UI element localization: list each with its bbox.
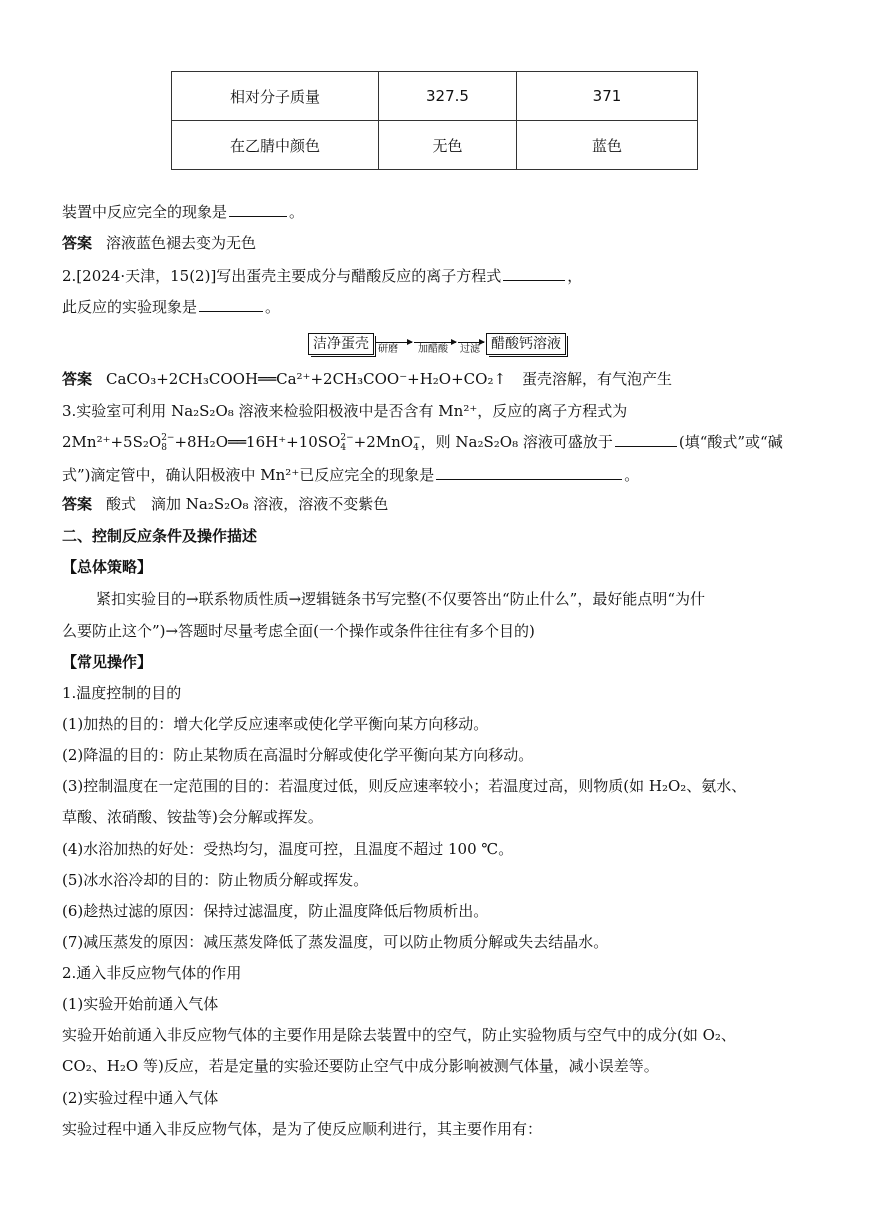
paragraph-line: 实验过程中通入非反应物气体，是为了使反应顺利进行，其主要作用有： [62,1120,543,1138]
answer-blank [229,202,287,217]
charge-fraction: − 4 [413,433,421,453]
flow-step-label: 加醋酸 [418,344,448,355]
list-item: (6)趁热过滤的原因：保持过滤温度，防止温度降低后物质析出。 [62,902,489,920]
list-item: (1)加热的目的：增大化学反应速率或使化学平衡向某方向移动。 [62,715,489,733]
question-2-line-2 [62,297,280,317]
answer-blank [615,432,677,447]
list-item: (7)减压蒸发的原因：减压蒸发降低了蒸发温度，可以防止物质分解或失去结晶水。 [62,933,609,951]
answer-1 [62,233,256,253]
table-row [172,121,698,170]
table-cell: 无色 [379,121,517,170]
answer-label: 答案 [62,234,93,252]
list-item-continued: 草酸、浓硝酸、铵盐等)会分解或挥发。 [62,808,323,826]
answer-label: 答案 [62,495,93,513]
paragraph-line: CO₂、H₂O 等)反应，若是定量的实验还要防止空气中成分影响被测气体量，减小误差等。 [62,1057,659,1075]
list-item: (1)实验开始前通入气体 [62,995,219,1013]
charge-fraction: 2− 4 [340,433,354,453]
text: ， [567,267,583,285]
strategy-line-1: 紧扣实验目的→联系物质性质→逻辑链条书写完整(不仅要答出“防止什么”，最好能点明“为什 [96,590,705,608]
table-cell: 相对分子质量 [172,72,379,121]
question-3-line-1 [62,401,627,421]
list-item: (2)降温的目的：防止某物质在高温时分解或使化学平衡向某方向移动。 [62,746,534,764]
list-item: (3)控制温度在一定范围的目的：若温度过低，则反应速率较小；若温度过高，则物质(如 H₂O₂、氨水、 [62,777,747,795]
common-ops-heading: 【常见操作】 [62,653,153,671]
question-3-line-2 [62,432,783,453]
answer-text: 蛋壳溶解，有气泡产生 [522,370,673,388]
flow-step-label: 过滤 [460,344,480,355]
strategy-heading: 【总体策略】 [62,558,153,576]
flow-arrow [458,342,484,355]
question-3-line-3 [62,465,639,485]
text: 此反应的实验现象是 [62,298,198,316]
answer-blank [503,266,565,281]
table-cell: 蓝色 [517,121,698,170]
table-cell: 371 [517,72,698,121]
answer-equation: CaCO₃+2CH₃COOH══Ca²⁺+2CH₃COO⁻+H₂O+CO₂↑ [106,370,507,388]
question-1-tail [62,202,304,222]
flow-box-end: 醋酸钙溶液 [486,333,566,355]
flow-box-start: 洁净蛋壳 [308,333,374,355]
section-heading: 二、控制反应条件及操作描述 [62,527,258,545]
answer-text: 溶液蓝色褪去变为无色 [106,234,257,252]
list-item: (4)水浴加热的好处：受热均匀，温度可控，且温度不超过 100 ℃。 [62,840,514,858]
table-cell: 327.5 [379,72,517,121]
flow-arrow [414,342,456,355]
list-item: (2)实验过程中通入气体 [62,1089,219,1107]
text: (填“酸式”或“碱 [678,433,783,451]
text: 2.[2024·天津，15(2)]写出蛋壳主要成分与醋酸反应的离子方程式 [62,267,502,285]
property-table [171,71,698,170]
text: 。 [624,466,640,484]
flow-step-label: 研磨 [378,344,398,355]
answer-blank [199,297,263,312]
text: 。 [289,203,305,221]
answer-2 [62,369,672,389]
paragraph-line: 实验开始前通入非反应物气体的主要作用是除去装置中的空气，防止实验物质与空气中的成分(如 O₂、 [62,1026,736,1044]
flow-arrow [376,342,412,355]
answer-3 [62,494,388,514]
text: 。 [265,298,281,316]
table-cell: 在乙腈中颜色 [172,121,379,170]
answer-label: 答案 [62,370,93,388]
equation-part: 2Mn²⁺+5S₂O [62,433,162,451]
equation-part: +2MnO [353,433,414,451]
question-2-line-1 [62,266,582,286]
topic-heading: 2.通入非反应物气体的作用 [62,964,242,982]
charge-fraction: 2− 8 [161,433,175,453]
text: 3.实验室可利用 Na₂S₂O₈ 溶液来检验阳极液中是否含有 Mn²⁺，反应的离子方程式为 [62,402,628,420]
list-item: (5)冰水浴冷却的目的：防止物质分解或挥发。 [62,871,369,889]
answer-text: 酸式 滴加 Na₂S₂O₈ 溶液，溶液不变紫色 [106,495,389,513]
table-row [172,72,698,121]
text: 式”)滴定管中，确认阳极液中 Mn²⁺已反应完全的现象是 [62,466,435,484]
text: 装置中反应完全的现象是 [62,203,228,221]
topic-heading: 1.温度控制的目的 [62,684,182,702]
strategy-line-2: 么要防止这个”)→答题时尽量考虑全面(一个操作或条件往往有多个目的) [62,622,535,640]
answer-blank [436,465,622,480]
equation-part: +8H₂O══16H⁺+10SO [174,433,341,451]
text: ，则 Na₂S₂O₈ 溶液可盛放于 [420,433,613,451]
